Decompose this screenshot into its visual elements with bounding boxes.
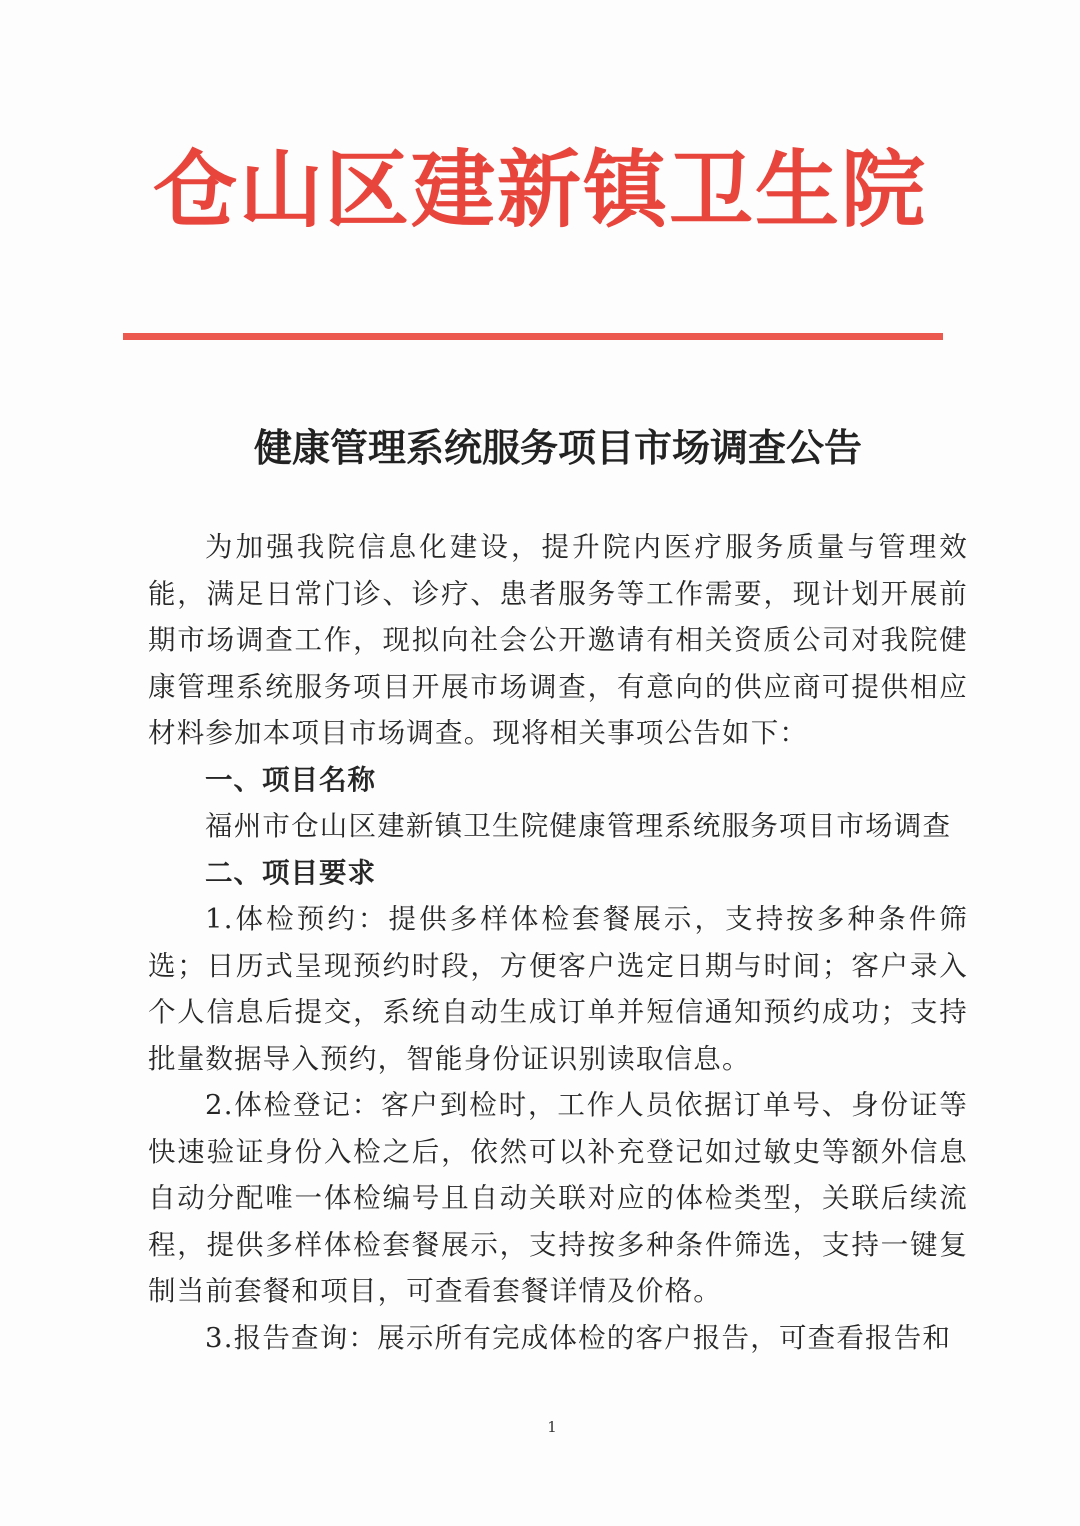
- letterhead-org-name: 仓山区建新镇卫生院: [152, 140, 927, 239]
- requirement-item-2-label: 2.体检登记：: [205, 1089, 382, 1121]
- requirement-item-1-text: 提供多样体检套餐展示，支持按多种条件筛选；日历式呈现预约时段，方便客户选定日期与时间；客户录入个人信息后提交，系统自动生成订单并短信通知预约成功；支持批量数据导入预约，智能身份证识别读取信息。: [148, 903, 968, 1075]
- requirement-item-3-text: 展示所有完成体检的客户报告，可查看报告和: [377, 1321, 952, 1354]
- requirement-item-1: [148, 896, 968, 1082]
- letterhead-red-rule: [123, 333, 943, 340]
- requirement-item-2-text: 客户到检时，工作人员依据订单号、身份证等快速验证身份入检之后，依然可以补充登记如过敏史等额外信息自动分配唯一体检编号且自动关联对应的体检类型，关联后续流程，提供多样体检套餐展示，支持按多种条件筛选，支持一键复制当前套餐和项目，可查看套餐详情及价格。: [148, 1089, 968, 1307]
- page-number: 1: [547, 1418, 557, 1436]
- requirement-item-1-label: 1.体检预约：: [205, 903, 389, 935]
- project-name-text: 福州市仓山区建新镇卫生院健康管理系统服务项目市场调查: [205, 810, 952, 842]
- section-heading-project-requirements: 二、项目要求: [205, 856, 376, 889]
- document-body: [148, 524, 968, 1361]
- requirement-item-3-label: 3.报告查询：: [205, 1321, 378, 1354]
- requirement-item-2: [148, 1082, 968, 1315]
- document-title: 健康管理系统服务项目市场调查公告: [253, 426, 862, 470]
- intro-paragraph: 为加强我院信息化建设，提升院内医疗服务质量与管理效能，满足日常门诊、诊疗、患者服务等工作需要，现计划开展前期市场调查工作，现拟向社会公开邀请有相关资质公司对我院健康管理系统服务项目开展市场调查，有意向的供应商可提供相应材料参加本项目市场调查。现将相关事项公告如下：: [148, 531, 968, 749]
- section-heading-project-name: 一、项目名称: [205, 763, 376, 796]
- requirement-item-3: [148, 1315, 968, 1362]
